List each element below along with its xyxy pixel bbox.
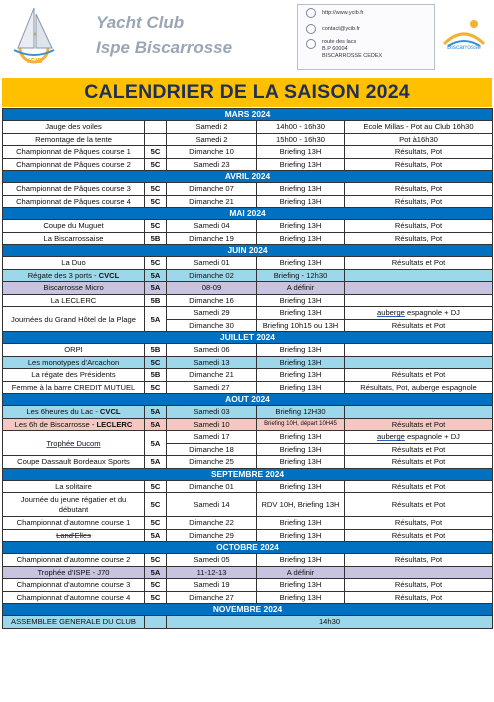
event-name (3, 294, 145, 307)
month-header: AVRIL 2024 (3, 171, 493, 183)
event-code (145, 133, 167, 146)
event-notes (345, 133, 493, 146)
event-name-text: Trophée Ducom (46, 438, 101, 448)
event-code: 5C (145, 591, 167, 604)
event-name (3, 232, 145, 245)
month-header-row (3, 245, 493, 257)
event-date: Samedi 03 (167, 406, 257, 419)
event-code: 5C (145, 220, 167, 233)
contact-address-row (298, 37, 434, 67)
table-row (3, 183, 493, 196)
event-name-text: Remontage de la tente (35, 134, 112, 144)
logo-right-text: Biscarrosse (447, 44, 481, 51)
event-name-text: La Duo (61, 258, 86, 268)
event-date: Samedi 19 (167, 579, 257, 592)
month-header-row (3, 542, 493, 554)
month-header-row (3, 171, 493, 183)
event-name (3, 517, 145, 530)
notes-text: Résultats, Pot (394, 580, 443, 590)
event-name (3, 554, 145, 567)
table-row (3, 369, 493, 382)
event-time: Briefing - 12h30 (257, 269, 345, 282)
event-date: Samedi 2 (167, 121, 257, 134)
event-name (3, 381, 145, 394)
event-time: Briefing 13H (257, 307, 345, 320)
event-code: 5A (145, 431, 167, 456)
table-row (3, 616, 493, 629)
event-notes (345, 319, 493, 332)
event-code: 5B (145, 232, 167, 245)
notes-text: Résultats et Pot (391, 419, 446, 429)
notes-text: Résultats, Pot (394, 221, 443, 231)
table-row (3, 220, 493, 233)
event-code: 5C (145, 480, 167, 493)
table-row (3, 579, 493, 592)
event-time: Briefing 13H (257, 356, 345, 369)
notes-text: Ecole Millas - Pot au Club 16h30 (363, 122, 474, 132)
event-date: Dimanche 07 (167, 183, 257, 196)
table-row (3, 257, 493, 270)
notes-text: Résultats, Pot (394, 159, 443, 169)
event-notes (345, 443, 493, 456)
event-time: 14h30 (167, 616, 493, 629)
event-time: Briefing 10H, départ 10H45 (257, 418, 345, 431)
month-header: JUIN 2024 (3, 245, 493, 257)
event-name (3, 356, 145, 369)
event-time: Briefing 12H30 (257, 406, 345, 419)
contact-box (297, 4, 435, 70)
event-date: Samedi 05 (167, 554, 257, 567)
event-code: 5B (145, 294, 167, 307)
event-notes (345, 146, 493, 159)
event-name-text: ORPI (64, 345, 83, 355)
event-name-text: Trophée d'ISPE - J70 (37, 567, 110, 577)
event-name (3, 195, 145, 208)
event-notes (345, 406, 493, 419)
event-code: 5A (145, 269, 167, 282)
notes-text: Résultats et Pot (391, 457, 446, 467)
event-time: Briefing 13H (257, 195, 345, 208)
table-row (3, 418, 493, 431)
event-name (3, 480, 145, 493)
notes-text: Résultats, Pot (394, 592, 443, 602)
event-date: Samedi 17 (167, 431, 257, 444)
notes-text: Résultats et Pot (391, 444, 446, 454)
event-date: 11-12-13 (167, 566, 257, 579)
table-row (3, 456, 493, 469)
notes-text: Résultats, Pot (394, 518, 443, 528)
notes-text: Résultats, Pot (394, 555, 443, 565)
table-row (3, 406, 493, 419)
table-row (3, 269, 493, 282)
event-name-text: La LECLERC (50, 295, 97, 305)
event-date: Samedi 13 (167, 356, 257, 369)
notes-text: Résultats et Pot (391, 530, 446, 540)
event-code: 5A (145, 406, 167, 419)
event-notes (345, 282, 493, 295)
event-date: Samedi 23 (167, 158, 257, 171)
season-calendar-table (2, 108, 493, 629)
table-row (3, 566, 493, 579)
event-notes (345, 579, 493, 592)
club-name-line1: Yacht Club (96, 13, 185, 32)
notes-text: Résultats, Pot (394, 147, 443, 157)
club-name (96, 10, 232, 60)
notes-text: Résultats, Pot (394, 233, 443, 243)
event-date: Dimanche 25 (167, 456, 257, 469)
event-date: Samedi 10 (167, 418, 257, 431)
event-time: Briefing 13H (257, 443, 345, 456)
event-time: Briefing 13H (257, 431, 345, 444)
event-date: Dimanche 10 (167, 146, 257, 159)
event-name-text: Championnat de Pâques course 3 (16, 184, 131, 194)
event-name-text: Land'Elles (56, 530, 91, 540)
event-time: 14h00 - 16h30 (257, 121, 345, 134)
event-name-text: Coupe du Muguet (43, 221, 104, 231)
event-name-text: Championnat d'automne course 4 (16, 592, 131, 602)
event-name (3, 183, 145, 196)
event-time: Briefing 13H (257, 183, 345, 196)
event-name-text: Championnat d'automne course 3 (16, 580, 131, 590)
event-name (3, 591, 145, 604)
event-code: 5A (145, 566, 167, 579)
contact-address (322, 39, 382, 60)
event-code: 5A (145, 529, 167, 542)
event-name: Journées du Grand Hôtel de la Plage (3, 307, 145, 332)
event-notes (345, 344, 493, 357)
event-code: 5C (145, 257, 167, 270)
notes-underlined: auberge (377, 308, 405, 318)
month-header: JUILLET 2024 (3, 332, 493, 344)
event-date: Dimanche 29 (167, 529, 257, 542)
notes-text: Résultats et Pot (391, 258, 446, 268)
month-header: AOUT 2024 (3, 394, 493, 406)
table-row (3, 517, 493, 530)
event-name-text: Les monotypes d'Arcachon (27, 357, 120, 367)
event-notes (345, 431, 493, 444)
table-row (3, 158, 493, 171)
logo-left-text: YCIB (25, 58, 43, 65)
event-code (145, 616, 167, 629)
event-code: 5B (145, 369, 167, 382)
event-notes (345, 356, 493, 369)
web-icon (306, 8, 316, 18)
contact-address-line3: BISCARROSSE CEDEX (322, 53, 383, 59)
event-date: Dimanche 19 (167, 232, 257, 245)
page-header (0, 0, 494, 77)
event-name (3, 616, 145, 629)
event-date: Dimanche 16 (167, 294, 257, 307)
event-notes (345, 232, 493, 245)
event-code: 5C (145, 554, 167, 567)
event-organizer: CVCL (98, 270, 120, 280)
event-time: A définir (257, 566, 345, 579)
event-name (3, 269, 145, 282)
table-row (3, 294, 493, 307)
notes-underlined: auberge (377, 432, 405, 442)
event-notes (345, 269, 493, 282)
month-header-row (3, 604, 493, 616)
table-row (3, 356, 493, 369)
event-notes (345, 381, 493, 394)
month-header-row (3, 332, 493, 344)
event-name-text: Biscarrosse Micro (43, 283, 104, 293)
email-icon (306, 24, 316, 34)
event-code: 5C (145, 493, 167, 517)
event-code: 5C (145, 517, 167, 530)
event-name (3, 257, 145, 270)
event-notes (345, 294, 493, 307)
event-code: 5C (145, 146, 167, 159)
event-time: Briefing 13H (257, 456, 345, 469)
event-code: 5A (145, 456, 167, 469)
event-notes (345, 307, 493, 320)
event-name-text: La régate des Présidents (31, 370, 116, 380)
month-header-row (3, 109, 493, 121)
event-name (3, 344, 145, 357)
event-name-text: Coupe Dassault Bordeaux Sports (17, 457, 130, 467)
table-row (3, 232, 493, 245)
event-code: 5A (145, 282, 167, 295)
event-notes (345, 529, 493, 542)
notes-text: espagnole + DJ (404, 308, 460, 318)
event-code: 5A (145, 307, 167, 332)
event-time: Briefing 13H (257, 517, 345, 530)
event-name-text: Championnat d'automne course 1 (16, 518, 131, 528)
event-date: 08-09 (167, 282, 257, 295)
event-name (3, 369, 145, 382)
event-notes (345, 158, 493, 171)
event-notes (345, 493, 493, 517)
event-name (3, 579, 145, 592)
location-icon (306, 39, 316, 49)
event-time: Briefing 13H (257, 529, 345, 542)
event-name (3, 418, 145, 431)
event-name (3, 282, 145, 295)
event-code: 5C (145, 195, 167, 208)
month-header: MAI 2024 (3, 208, 493, 220)
event-name (3, 158, 145, 171)
event-name (3, 146, 145, 159)
table-row (3, 480, 493, 493)
event-code: 5C (145, 356, 167, 369)
event-time: Briefing 13H (257, 591, 345, 604)
event-date: Samedi 06 (167, 344, 257, 357)
notes-text: espagnole + DJ (404, 432, 460, 442)
table-row (3, 529, 493, 542)
notes-text: Pot à16h30 (399, 134, 438, 144)
event-date: Dimanche 21 (167, 195, 257, 208)
event-notes (345, 566, 493, 579)
month-header: MARS 2024 (3, 109, 493, 121)
month-header: NOVEMBRE 2024 (3, 604, 493, 616)
event-notes (345, 195, 493, 208)
event-name-text: Femme à la barre CREDIT MUTUEL (11, 382, 136, 392)
event-name (3, 529, 145, 542)
event-date: Dimanche 01 (167, 480, 257, 493)
event-notes (345, 121, 493, 134)
event-time: Briefing 13H (257, 381, 345, 394)
contact-address-line2: B.P 60004 (322, 46, 348, 52)
event-name (3, 220, 145, 233)
event-organizer: CVCL (99, 407, 121, 417)
event-name-text: Championnat d'automne course 2 (16, 555, 131, 565)
table-row (3, 493, 493, 517)
event-code: 5C (145, 158, 167, 171)
table-row (3, 431, 493, 444)
event-name-text: La Biscarrossaise (43, 233, 104, 243)
table-row (3, 381, 493, 394)
event-name (3, 406, 145, 419)
event-name-text: Championnat de Pâques course 1 (16, 147, 131, 157)
event-date: Samedi 04 (167, 220, 257, 233)
table-row (3, 121, 493, 134)
table-row (3, 195, 493, 208)
event-code: 5C (145, 381, 167, 394)
event-time: A définir (257, 282, 345, 295)
event-code: 5C (145, 183, 167, 196)
event-code: 5A (145, 418, 167, 431)
event-date: Dimanche 21 (167, 369, 257, 382)
club-name-line2: Ispe Biscarrosse (96, 38, 233, 57)
table-row (3, 133, 493, 146)
event-date: Dimanche 18 (167, 443, 257, 456)
event-time: Briefing 10h15 ou 13H (257, 319, 345, 332)
event-organizer: LECLERC (96, 419, 133, 429)
month-header-row (3, 394, 493, 406)
event-time: RDV 10H, Briefing 13H (257, 493, 345, 517)
notes-text: Résultats et Pot (391, 370, 446, 380)
contact-email-row[interactable] (298, 21, 434, 37)
month-header-row (3, 468, 493, 480)
event-time: Briefing 13H (257, 146, 345, 159)
event-time: Briefing 13H (257, 369, 345, 382)
event-name-text: Championnat de Pâques course 4 (16, 196, 131, 206)
event-notes (345, 220, 493, 233)
event-notes (345, 418, 493, 431)
event-name-text: Régate des 3 ports - (27, 270, 99, 280)
event-date: Dimanche 30 (167, 319, 257, 332)
contact-address-line1: route des lacs (322, 39, 357, 45)
notes-text: Résultats, Pot, auberge espagnole (360, 382, 477, 392)
event-time: Briefing 13H (257, 480, 345, 493)
month-header: SEPTEMBRE 2024 (3, 468, 493, 480)
event-notes (345, 456, 493, 469)
event-time: Briefing 13H (257, 220, 345, 233)
event-date: Dimanche 22 (167, 517, 257, 530)
event-code: 5B (145, 344, 167, 357)
event-date: Samedi 14 (167, 493, 257, 517)
event-name (3, 566, 145, 579)
event-time: Briefing 13H (257, 554, 345, 567)
event-date: Samedi 01 (167, 257, 257, 270)
event-date: Dimanche 02 (167, 269, 257, 282)
event-time: Briefing 13H (257, 579, 345, 592)
month-header-row (3, 208, 493, 220)
table-row (3, 282, 493, 295)
table-row (3, 554, 493, 567)
event-date: Samedi 29 (167, 307, 257, 320)
event-name-text: ASSEMBLEE GENERALE DU CLUB (11, 617, 136, 627)
table-row (3, 344, 493, 357)
event-notes (345, 554, 493, 567)
event-code (145, 121, 167, 134)
event-name (3, 431, 145, 456)
event-notes (345, 369, 493, 382)
event-date: Samedi 27 (167, 381, 257, 394)
event-name (3, 121, 145, 134)
event-time: Briefing 13H (257, 294, 345, 307)
table-row (3, 591, 493, 604)
event-time: Briefing 13H (257, 257, 345, 270)
event-name (3, 456, 145, 469)
event-code: 5C (145, 579, 167, 592)
page-title: CALENDRIER DE LA SAISON 2024 (2, 78, 492, 107)
event-name-text: Les 6heures du Lac - (26, 407, 100, 417)
month-header: OCTOBRE 2024 (3, 542, 493, 554)
event-notes (345, 517, 493, 530)
event-name-text: Les 6h de Biscarrosse - (14, 419, 97, 429)
event-name (3, 493, 145, 517)
notes-text: Résultats et Pot (391, 320, 446, 330)
event-notes (345, 591, 493, 604)
notes-text: Résultats, Pot (394, 184, 443, 194)
event-time: Briefing 13H (257, 344, 345, 357)
event-name-text: La solitaire (55, 481, 92, 491)
event-time: 15h00 - 16h30 (257, 133, 345, 146)
event-name-text: Jauge des voiles (45, 122, 102, 132)
sailboat-logo-icon (8, 4, 60, 66)
contact-website-row[interactable] (298, 5, 434, 21)
table-row (3, 307, 493, 320)
event-notes (345, 183, 493, 196)
notes-text: Résultats et Pot (391, 481, 446, 491)
table-row (3, 146, 493, 159)
contact-website[interactable]: http://www.ycib.fr (322, 10, 364, 16)
event-name-text: Journée du jeune régatier et du débutant (20, 494, 127, 514)
event-notes (345, 480, 493, 493)
event-date: Dimanche 27 (167, 591, 257, 604)
event-notes (345, 257, 493, 270)
notes-text: Résultats et Pot (391, 499, 446, 509)
contact-email[interactable]: contact@ycib.fr (322, 26, 360, 32)
event-date: Samedi 2 (167, 133, 257, 146)
event-time: Briefing 13H (257, 158, 345, 171)
event-time: Briefing 13H (257, 232, 345, 245)
event-name (3, 133, 145, 146)
event-name-text: Championnat de Pâques course 2 (16, 159, 131, 169)
notes-text: Résultats, Pot (394, 196, 443, 206)
